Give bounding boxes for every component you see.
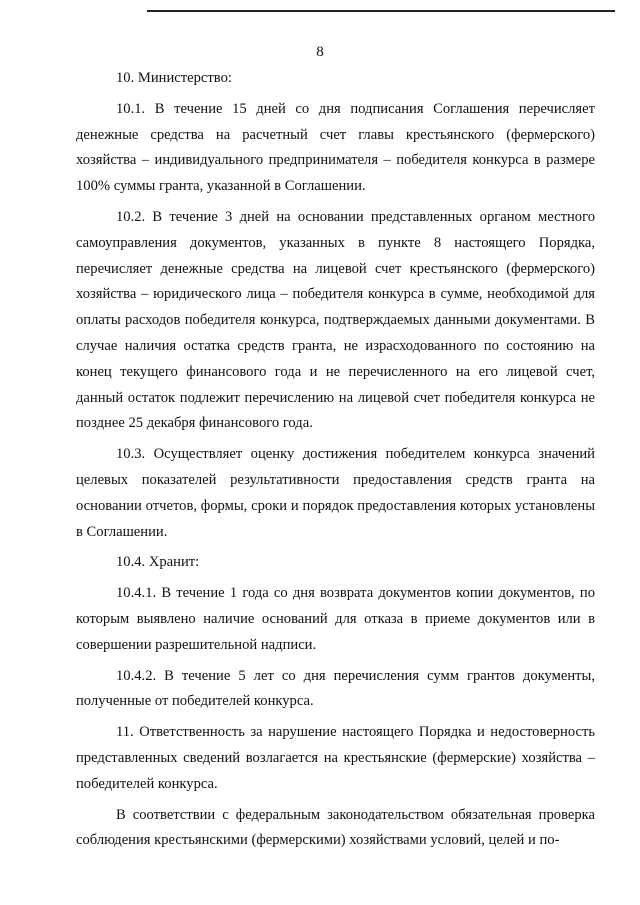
paragraph-10-4-1: 10.4.1. В течение 1 года со дня возврата документов копии документов, по которым выявлено наличие оснований для отказа в приеме документов или в совершении разрешительной надписи.: [76, 585, 595, 653]
paragraph-10-2: 10.2. В течение 3 дней на основании представленных органом местного самоуправления документов, указанных в пункте 8 настоящего Порядка, перечисляет денежные средства на лицевой счет крестьянского (фермерского) хозяйства – юридического лица – победителя конкурса в сумме, необходимой для оплаты расходов победителя конкурса, подтверждаемых данными документами. В случае наличия остатка средств гранта, не израсходованного по состоянию на конец текущего финансового года и не перечисленного на его лицевой счет, данный остаток подлежит перечислению на лицевой счет победителя конкурса не позднее 25 декабря финансового года.: [76, 208, 595, 432]
paragraph-federal-law: В соответствии с федеральным законодательством обязательная проверка соблюдения крестьянскими (фермерскими) хозяйствами условий, целей и по-: [76, 806, 595, 849]
paragraph-10-3: 10.3. Осуществляет оценку достижения победителем конкурса значений целевых показателей результативности предоставления средств гранта на основании отчетов, формы, сроки и порядок предоставления которых установлены в Соглашении.: [76, 446, 595, 540]
paragraph-10: 10. Министерство:: [116, 70, 232, 86]
top-rule: [147, 10, 615, 12]
paragraph-11: 11. Ответственность за нарушение настоящего Порядка и недостоверность представленных сведений возлагается на крестьянские (фермерские) хозяйства – победителей конкурса.: [76, 724, 595, 792]
document-body: [76, 66, 595, 854]
paragraph-10-4: 10.4. Хранит:: [116, 554, 200, 571]
paragraph-10-1: 10.1. В течение 15 дней со дня подписания Соглашения перечисляет денежные средства на расчетный счет главы крестьянского (фермерского) хозяйства – индивидуального предпринимателя – победителя конкурса в размере 100% суммы гранта, указанной в Соглашении.: [76, 100, 595, 195]
paragraph-10-4-2: 10.4.2. В течение 5 лет со дня перечисления сумм грантов документы, полученные от победителей конкурса.: [76, 667, 595, 710]
page-number: 8: [316, 44, 324, 60]
